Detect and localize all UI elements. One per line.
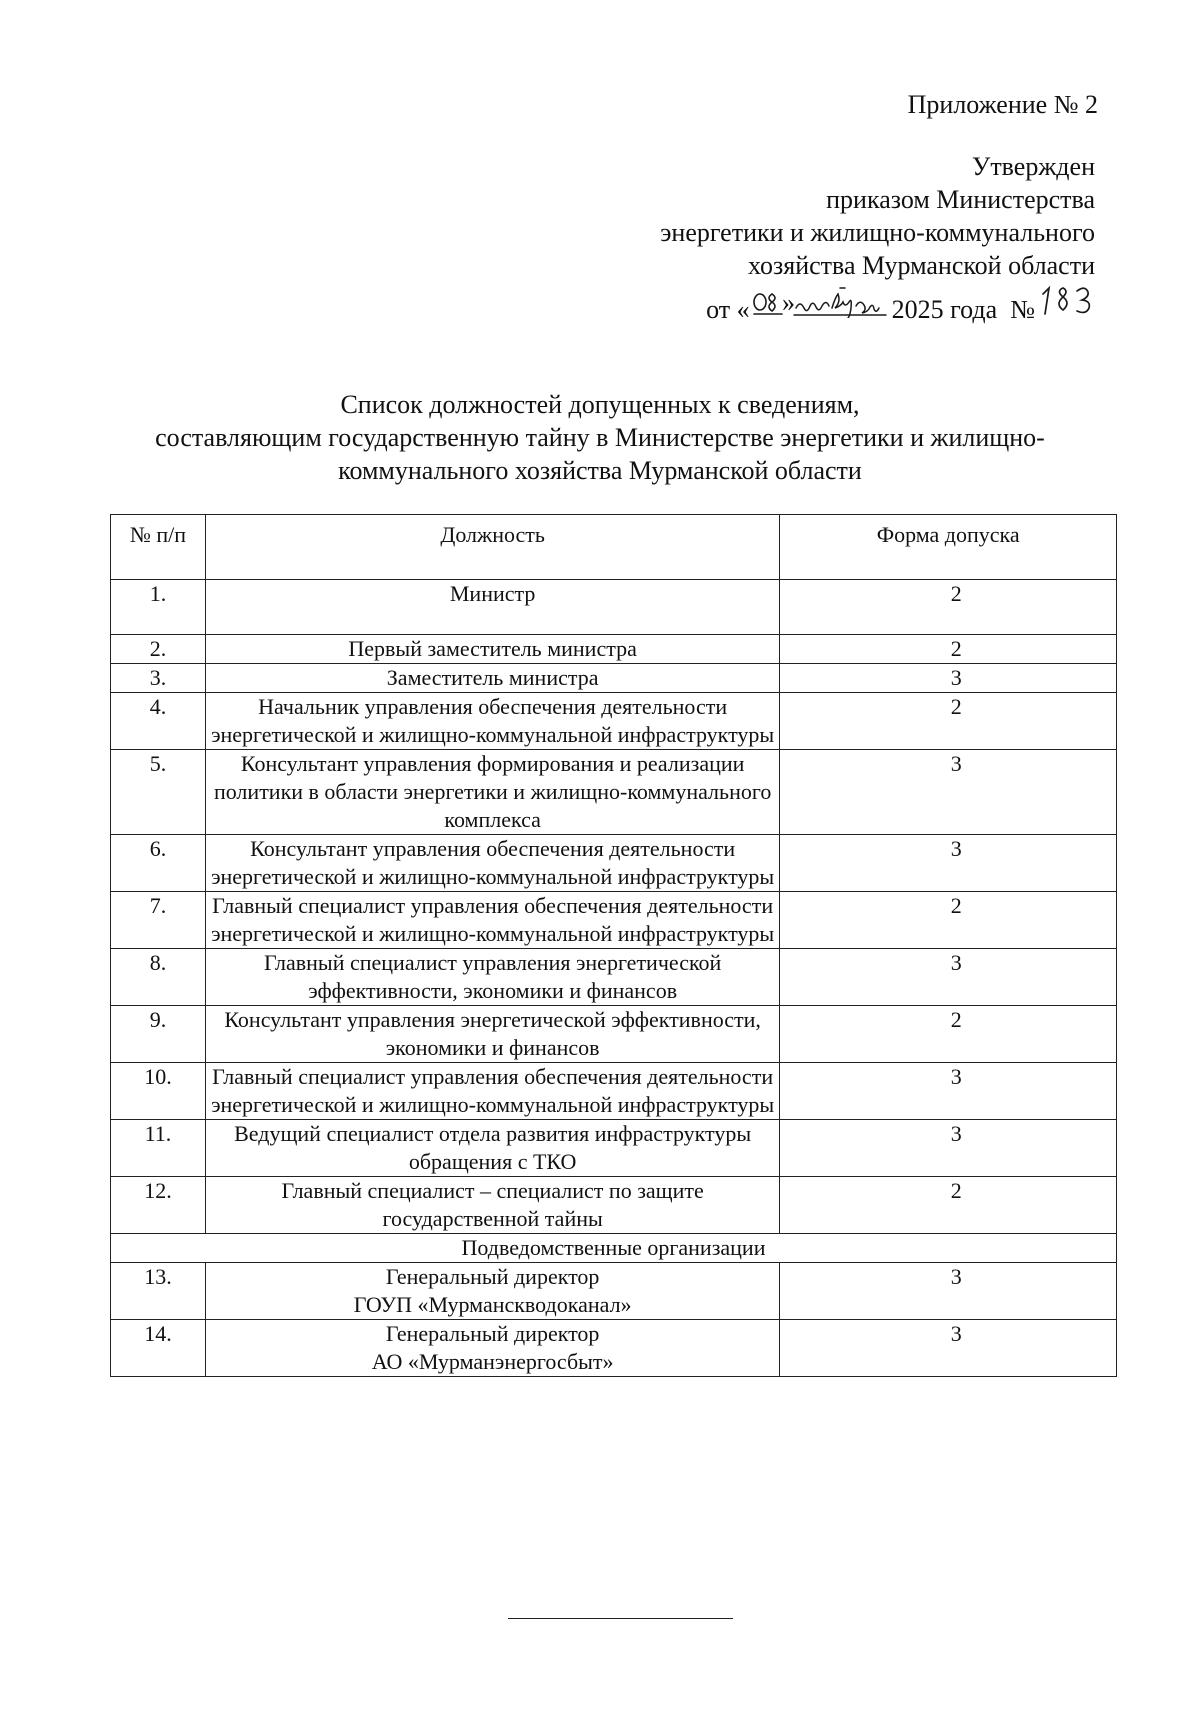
- row-clearance: 3: [780, 949, 1117, 1006]
- row-number: 3.: [111, 664, 206, 693]
- row-position: Консультант управления формирования и реализации политики в области энергетики и жилищно-коммунального комплекса: [205, 750, 779, 835]
- handwritten-order-number: [1037, 282, 1095, 318]
- title-line: коммунального хозяйства Мурманской области: [338, 456, 862, 485]
- section-row: [111, 1234, 1117, 1263]
- order-prefix: от «: [706, 295, 750, 324]
- approval-line: энергетики и жилищно-коммунального: [660, 218, 1095, 247]
- row-number: 9.: [111, 1006, 206, 1063]
- column-header-clearance: Форма допуска: [780, 515, 1117, 580]
- position-title: Генеральный директор: [385, 1321, 600, 1346]
- row-clearance: 3: [780, 664, 1117, 693]
- row-number: 12.: [111, 1177, 206, 1234]
- table-row: [111, 835, 1117, 892]
- table-row: [111, 1320, 1117, 1377]
- row-clearance: 3: [780, 1320, 1117, 1377]
- order-year: 2025 года: [891, 295, 998, 324]
- row-position: Первый заместитель министра: [205, 635, 779, 664]
- table-row: [111, 1263, 1117, 1320]
- row-number: 4.: [111, 693, 206, 750]
- row-position: [205, 1263, 779, 1320]
- table-row: [111, 750, 1117, 835]
- row-clearance: 2: [780, 693, 1117, 750]
- table-row: [111, 693, 1117, 750]
- document-title: [60, 388, 1140, 487]
- table-row: [111, 635, 1117, 664]
- table-header-row: [111, 515, 1117, 580]
- row-number: 1.: [111, 580, 206, 635]
- row-position: Консультант управления энергетической эффективности, экономики и финансов: [205, 1006, 779, 1063]
- row-number: 10.: [111, 1063, 206, 1120]
- row-position: Главный специалист управления обеспечения деятельности энергетической и жилищно-коммунальной инфраструктуры: [205, 892, 779, 949]
- row-position: Консультант управления обеспечения деятельности энергетической и жилищно-коммунальной инфраструктуры: [205, 835, 779, 892]
- row-position: Заместитель министра: [205, 664, 779, 693]
- row-position: [205, 1320, 779, 1377]
- table-row: [111, 949, 1117, 1006]
- row-number: 7.: [111, 892, 206, 949]
- row-clearance: 3: [780, 1063, 1117, 1120]
- row-position: Главный специалист управления энергетической эффективности, экономики и финансов: [205, 949, 779, 1006]
- closing-rule: [508, 1618, 733, 1619]
- row-clearance: 2: [780, 635, 1117, 664]
- title-line: Список должностей допущенных к сведениям,: [340, 390, 860, 419]
- row-clearance: 3: [780, 835, 1117, 892]
- row-number: 2.: [111, 635, 206, 664]
- table-row: [111, 580, 1117, 635]
- row-clearance: 3: [780, 1263, 1117, 1320]
- positions-table: [110, 514, 1117, 1377]
- handwritten-date: [752, 284, 890, 318]
- table-row: [111, 1006, 1117, 1063]
- section-label: Подведомственные организации: [111, 1234, 1117, 1263]
- approval-line: Утвержден: [971, 152, 1095, 181]
- appendix-label: Приложение № 2: [907, 90, 1098, 119]
- row-position: Министр: [205, 580, 779, 635]
- row-clearance: 3: [780, 750, 1117, 835]
- row-position: Главный специалист – специалист по защите государственной тайны: [205, 1177, 779, 1234]
- position-organization: ГОУП «Мурманскводоканал»: [353, 1292, 632, 1317]
- row-number: 6.: [111, 835, 206, 892]
- row-number: 5.: [111, 750, 206, 835]
- table-row: [111, 892, 1117, 949]
- table-row: [111, 664, 1117, 693]
- row-clearance: 2: [780, 1006, 1117, 1063]
- column-header-position: Должность: [205, 515, 779, 580]
- table-row: [111, 1177, 1117, 1234]
- table-row: [111, 1120, 1117, 1177]
- order-number-sign: №: [1010, 295, 1035, 324]
- row-position: Главный специалист управления обеспечения деятельности энергетической и жилищно-коммунальной инфраструктуры: [205, 1063, 779, 1120]
- row-clearance: 2: [780, 892, 1117, 949]
- approval-line: хозяйства Мурманской области: [747, 251, 1095, 280]
- position-title: Генеральный директор: [385, 1264, 600, 1289]
- row-clearance: 2: [780, 1177, 1117, 1234]
- row-number: 11.: [111, 1120, 206, 1177]
- row-clearance: 3: [780, 1120, 1117, 1177]
- row-clearance: 2: [780, 580, 1117, 635]
- row-number: 14.: [111, 1320, 206, 1377]
- title-line: составляющим государственную тайну в Министерстве энергетики и жилищно-: [155, 423, 1045, 452]
- row-position: Ведущий специалист отдела развития инфраструктуры обращения с ТКО: [205, 1120, 779, 1177]
- approval-line: приказом Министерства: [826, 185, 1095, 214]
- table-row: [111, 1063, 1117, 1120]
- column-header-number: № п/п: [111, 515, 206, 580]
- order-date-line: [660, 282, 1157, 326]
- row-number: 13.: [111, 1263, 206, 1320]
- row-position: Начальник управления обеспечения деятельности энергетической и жилищно-коммунальной инфраструктуры: [205, 693, 779, 750]
- order-quote-close: »: [781, 288, 795, 317]
- row-number: 8.: [111, 949, 206, 1006]
- position-organization: АО «Мурманэнергосбыт»: [371, 1349, 614, 1374]
- approval-block: [660, 150, 1095, 326]
